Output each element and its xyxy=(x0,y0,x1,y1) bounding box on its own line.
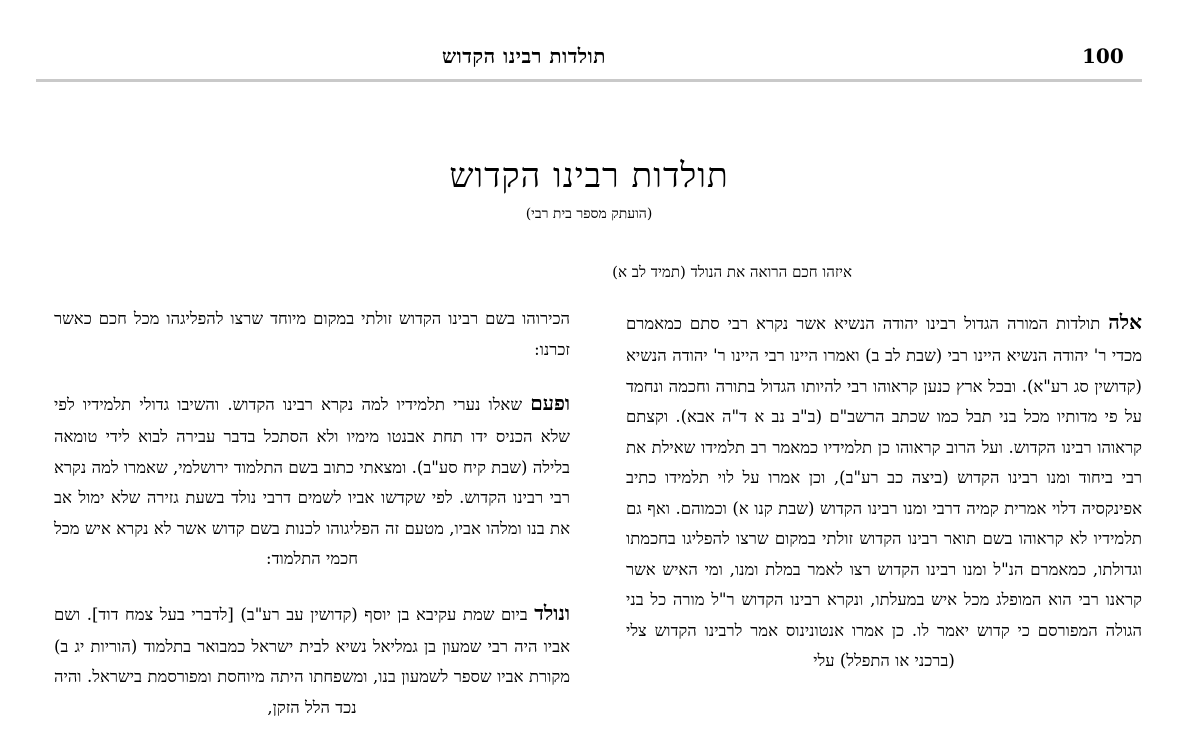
paragraph-text: תולדות המורה הגדול רבינו יהודה הנשיא אשר נקרא רבי סתם כמאמרם מכדי ר' יהודה הנשיא היינו רבי (שבת לב ב) ואמרו היינו רבי היינו ר' יהודה הנשיא (קדושין סג רע"א). ובכל ארץ כנען קראוהו רבי להיותו הגדול בתורה וחכמה ונחמד על פי מדותיו מכל בני תבל כמו שכתב הרשב"ם (ב"ב נב א ד"ה אבא). וקצתם קראוהו רבינו הקדוש. ועל הרוב קראוהו כן תלמידיו כמאמר רב תלמידו שאילת את רבי ביחוד ומנו רבינו הקדוש (ביצה כב רע"ב), וכן אמרו על לוי תלמידו כתיב אפינקסיה דלוי אמרית קמיה דרבי ומנו רבינו הקדוש (שבת קנו א) וכמוהם. ואף גם תלמידיו לא קראוהו בשם תואר רבינו הקדוש זולתי במקום שרצו להפליגו בחכמתו וגדולתו, כמאמרם הנ"ל ומנו רבינו הקדוש רצו לאמר במלת ומנו, ומי האיש אשר קראנו רבי הוא המופלג מכל איש במעלתו, ונקרא רבינו הקדוש ר"ל מורה כל בני הגולה המפורסם כי קדוש יאמר לו. כן אמרו אנטונינוס אמר לרבינו הקדוש צלי (ברכני או התפלל) עלי xyxy=(626,314,1142,671)
running-head xyxy=(36,0,1142,75)
page-number: 100 xyxy=(1082,44,1124,68)
document-title: תולדות רבינו הקדוש xyxy=(449,156,729,196)
paragraph xyxy=(54,385,570,575)
column-right xyxy=(626,304,1142,743)
header-divider xyxy=(36,79,1142,82)
paragraph xyxy=(54,595,570,724)
paragraph xyxy=(54,304,570,365)
title-block xyxy=(36,156,1142,223)
running-head-title: תולדות רבינו הקדוש xyxy=(442,44,606,68)
paragraph-text: שאלו נערי תלמידיו למה נקרא רבינו הקדוש. והשיבו גדולי תלמידיו לפי שלא הכניס ידו תחת אבנטו מימיו ולא הסתכל בדבר עבירה לבוא לידי טומאה בלילה (שבת קיח סע"ב). ומצאתי כתוב בשם התלמוד ירושלמי, שאמרו למה נקרא רבי רבינו הקדוש. לפי שקדשו אביו לשמים דרבי נולד בשעת גזירה שלא ימול אב את בנו ומלהו אביו, מטעם זה הפליגוהו לכנות בשם קדוש אשר לא נקרא איש מכל חכמי התלמוד: xyxy=(54,395,570,569)
paragraph-text: הכירוהו בשם רבינו הקדוש זולתי במקום מיוחד שרצו להפליגהו מכל חכם כאשר זכרנו: xyxy=(54,309,570,359)
lead-word: אלה xyxy=(1108,310,1142,334)
lead-word: ופעם xyxy=(530,391,570,416)
paragraph xyxy=(626,304,1142,677)
lead-word: ונולד xyxy=(534,600,570,625)
document-subtitle: (הועתק מספר בית רבי) xyxy=(525,206,653,222)
column-left xyxy=(54,304,570,743)
body-columns xyxy=(36,304,1142,743)
section-heading: איזהו חכם הרואה את הנולד (תמיד לב א) xyxy=(612,263,852,281)
paragraph-text: ביום שמת עקיבא בן יוסף (קדושין עב רע"ב) [לדברי בעל צמח דוד]. ושם אביו היה רבי שמעון בן גמליאל נשיא לבית ישראל כמבואר בתלמוד (הוריות יג ב) מקורת אביו שספר לשמעון בנו, ומשפחתו היתה מיוחסת ומפורסמת בישראל. והיה נכד הלל הזקן, xyxy=(54,604,570,717)
